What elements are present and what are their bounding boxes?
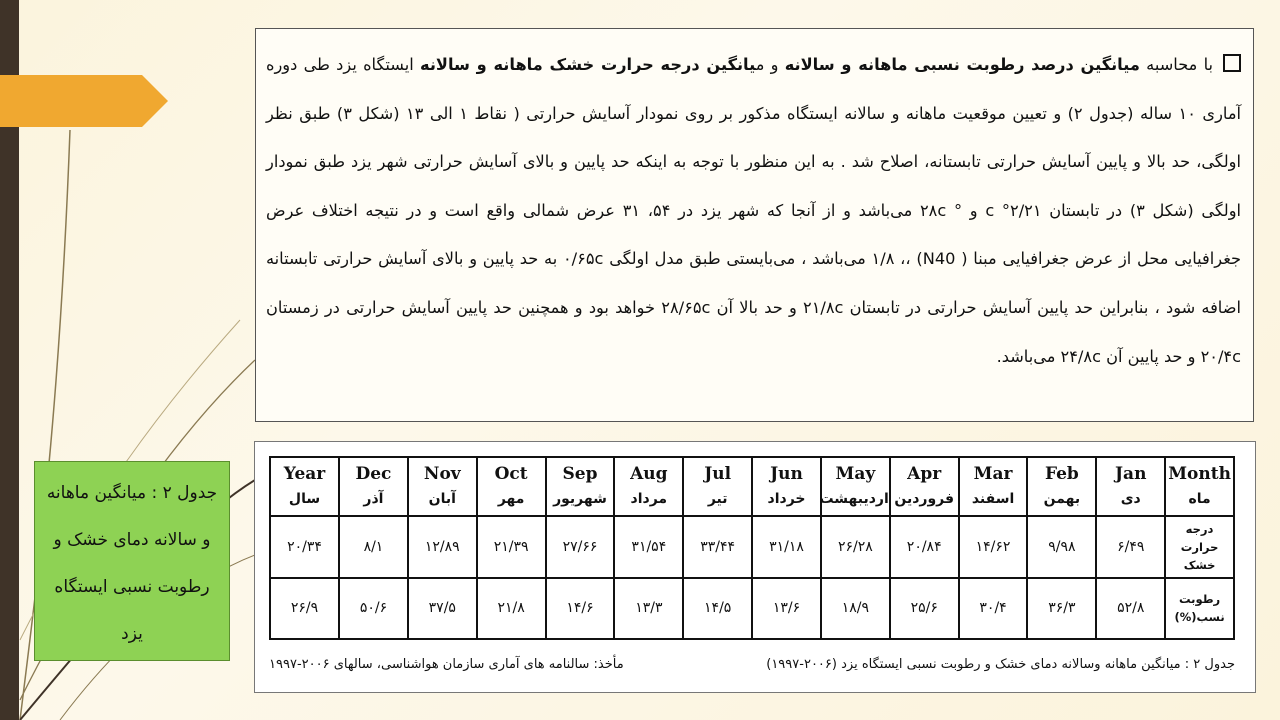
column-header-en: Dec — [355, 463, 392, 484]
column-header-month — [1165, 457, 1234, 516]
column-header-en: Feb — [1044, 463, 1079, 484]
climate-table — [269, 456, 1235, 640]
table-cell: ۳۱/۱۸ — [752, 516, 821, 578]
table-caption-box — [34, 461, 230, 661]
checkbox-bullet-icon — [1223, 54, 1241, 72]
column-header-en: Oct — [494, 463, 528, 484]
column-header-en: Jan — [1115, 463, 1147, 484]
column-header-en: May — [835, 463, 876, 484]
column-header-fa: سال — [288, 490, 321, 507]
table-cell: ۱۴/۶ — [546, 578, 615, 640]
table-cell: ۳۳/۴۴ — [683, 516, 752, 578]
table-cell: ۲۱/۳۹ — [477, 516, 546, 578]
column-header-en: Nov — [423, 463, 461, 484]
paragraph-box — [255, 28, 1254, 422]
column-header-en: Jun — [770, 463, 803, 484]
table-header-row — [270, 457, 1234, 516]
column-header-fa: خرداد — [767, 490, 806, 507]
column-header-en: Apr — [907, 463, 942, 484]
column-header-fa: مرداد — [630, 490, 668, 507]
table-caption-text: جدول ۲ : میانگین ماهانه و سالانه دمای خشک و رطوبت نسبی ایستگاه یزد — [46, 483, 218, 644]
table-cell: ۶/۴۹ — [1096, 516, 1165, 578]
column-header-fa: آذر — [363, 490, 384, 507]
table-cell: ۲۰/۸۴ — [890, 516, 959, 578]
paragraph-text: با محاسبه میانگین درصد رطوبت نسبی ماهانه و سالانه و میانگین درجه حرارت خشک ماهانه و سالانه ایستگاه یزد طی دوره آماری ۱۰ ساله (جدول ۲) و تعیین موقعیت ماهانه و سالانه ایستگاه مذکور بر روی نمودار آسایش حرارتی ( نقاط ۱ الی ۱۳ (شکل ۳) طبق نظر اولگی، حد بالا و پایین آسایش حرارتی تابستانه، اصلاح شد . به این منظور با توجه به اینکه حد پایین و بالای آسایش حرارتی شهر یزد طبق نمودار اولگی (شکل ۳) در تابستان c °۲/۲۱ و ° ۲۸c می‌باشد و از آنجا که شهر یزد در ۵۴، ۳۱ عرض شمالی واقع است و در نتیجه اختلاف عرض جغرافیایی محل از عرض جغرافیایی مبنا ( N40) ،، ۱/۸ می‌باشد ، می‌بایستی طبق مدل اولگی ۰/۶۵c به حد پایین و بالای آسایش حرارتی تابستانه اضافه شود ، بنابراین حد پایین آسایش حرارتی در تابستان ۲۱/۸c و حد بالا آن ۲۸/۶۵c خواهد بود و همچنین حد پایین آسایش حرارتی در زمستان ۲۰/۴c و حد پایین آن ۲۴/۸c می‌باشد. — [266, 55, 1242, 366]
column-header-fa: دی — [1120, 490, 1141, 507]
table-cell: ۲۶/۲۸ — [821, 516, 890, 578]
table-cell: ۱۴/۶۲ — [959, 516, 1028, 578]
table-cell: ۳۷/۵ — [408, 578, 477, 640]
table-cell: ۲۵/۶ — [890, 578, 959, 640]
table-source-line: مأخذ: سالنامه های آماری سازمان هواشناسی، سالهای ۲۰۰۶-۱۹۹۷ — [269, 657, 624, 672]
table-cell: ۱۸/۹ — [821, 578, 890, 640]
row-label — [1165, 578, 1234, 640]
row-label-line: نسب(%) — [1174, 610, 1225, 625]
table-cell: ۱۲/۸۹ — [408, 516, 477, 578]
column-header-year — [270, 457, 339, 516]
column-header-aug — [614, 457, 683, 516]
column-header-en: Jul — [704, 463, 732, 484]
column-header-mar — [959, 457, 1028, 516]
table-cell: ۱۳/۶ — [752, 578, 821, 640]
column-header-may — [821, 457, 890, 516]
column-header-fa: فروردین — [894, 490, 955, 507]
table-cell: ۸/۱ — [339, 516, 408, 578]
column-header-fa: شهریور — [553, 490, 607, 507]
column-header-apr — [890, 457, 959, 516]
table-caption-line: جدول ۲ : میانگین ماهانه وسالانه دمای خشک و رطوبت نسبی ایستگاه یزد (۲۰۰۶-۱۹۹۷) — [766, 657, 1235, 672]
table-cell: ۳۱/۵۴ — [614, 516, 683, 578]
column-header-feb — [1027, 457, 1096, 516]
column-header-fa: تیر — [707, 490, 728, 507]
table-cell: ۲۰/۳۴ — [270, 516, 339, 578]
column-header-sep — [546, 457, 615, 516]
column-header-jun — [752, 457, 821, 516]
table-cell: ۲۱/۸ — [477, 578, 546, 640]
table-cell: ۳۰/۴ — [959, 578, 1028, 640]
table-cell: ۳۶/۳ — [1027, 578, 1096, 640]
table-row — [270, 516, 1234, 578]
column-header-en: Year — [283, 463, 326, 484]
table-cell: ۵۰/۶ — [339, 578, 408, 640]
column-header-fa: اردیبهشت — [819, 490, 889, 507]
arrow-tab-shape — [0, 75, 168, 127]
table-cell: ۲۷/۶۶ — [546, 516, 615, 578]
column-header-fa: اسفند — [971, 490, 1015, 507]
column-header-en: Aug — [630, 463, 668, 484]
column-header-en: Mar — [973, 463, 1013, 484]
column-header-nov — [408, 457, 477, 516]
table-cell: ۱۳/۳ — [614, 578, 683, 640]
column-header-fa: آبان — [428, 490, 456, 507]
table-row — [270, 578, 1234, 640]
column-header-fa: ماه — [1188, 490, 1211, 507]
table-panel — [254, 441, 1256, 693]
table-cell: ۲۶/۹ — [270, 578, 339, 640]
table-cell: ۹/۹۸ — [1027, 516, 1096, 578]
row-label-line: خشک — [1183, 557, 1216, 572]
column-header-jan — [1096, 457, 1165, 516]
column-header-jul — [683, 457, 752, 516]
column-header-oct — [477, 457, 546, 516]
table-footer — [269, 657, 1235, 672]
row-label-line: درجه حرارت — [1180, 521, 1219, 554]
column-header-en: Month — [1168, 463, 1231, 484]
column-header-fa: مهر — [497, 490, 525, 507]
column-header-en: Sep — [562, 463, 598, 484]
table-cell: ۵۲/۸ — [1096, 578, 1165, 640]
column-header-fa: بهمن — [1043, 490, 1081, 507]
column-header-dec — [339, 457, 408, 516]
row-label-line: رطوبت — [1179, 592, 1221, 607]
row-label — [1165, 516, 1234, 578]
table-cell: ۱۴/۵ — [683, 578, 752, 640]
